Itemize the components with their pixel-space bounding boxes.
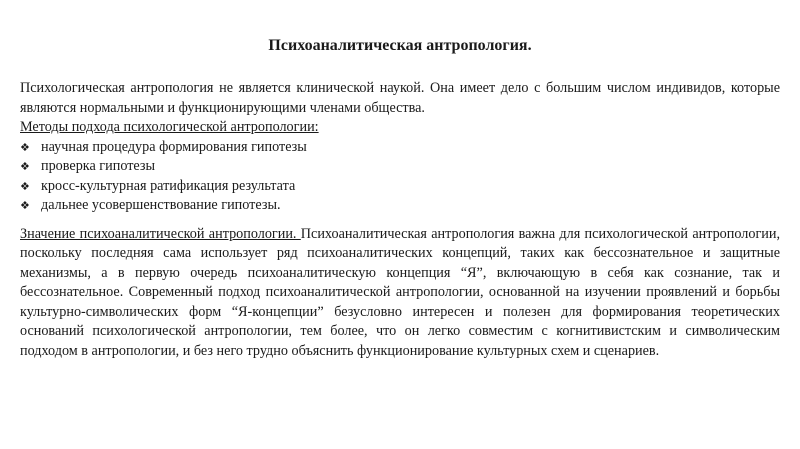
diamond-bullet-icon: ❖	[20, 199, 30, 212]
diamond-bullet-icon: ❖	[20, 179, 30, 193]
significance-heading: Значение психоаналитической антропологии.	[20, 225, 301, 242]
list-item	[20, 177, 780, 197]
methods-heading: Методы подхода психологической антропологии:	[20, 119, 319, 135]
list-item	[20, 196, 780, 216]
significance-paragraph	[20, 225, 780, 362]
slide-title: Психоаналитическая антропология.	[268, 37, 532, 54]
significance-text: Психоаналитическая антропология важна для психологической антропологии, поскольку последняя сама использует ряд психоаналитических концепций, таких как бессознательное и защитные механизмы, а в первую очередь психоаналитическую концепция “Я”, включающую в себя как сознание, так и бессознательное. Современный подход психоаналитической антропологии, основанной на изучении проявлений и борьбы культурно-символических форм “Я-концепции” безусловно интересен и полезен для формирования теоретических оснований психологической антропологии, тем более, что он легко совместим с когнитивистским и символическим подходом в антропологии, и без него трудно объяснить функционирование культурных схем и сценариев.	[20, 225, 781, 359]
intro-paragraph: Психологическая антропология не является клинической наукой. Она имеет дело с большим числом индивидов, которые являются нормальными и функционирующими членами общества.	[20, 80, 780, 116]
list-item	[20, 157, 780, 177]
list-item-text: проверка гипотезы	[41, 158, 156, 174]
list-item-text: научная процедура формирования гипотезы	[41, 138, 307, 155]
methods-list	[20, 138, 780, 216]
diamond-bullet-icon: ❖	[20, 140, 30, 154]
diamond-bullet-icon: ❖	[20, 160, 30, 173]
list-item	[20, 138, 780, 158]
list-item-text: дальнее усовершенствование гипотезы.	[41, 197, 281, 213]
list-item-text: кросс-культурная ратификация результата	[41, 177, 296, 194]
spacer	[20, 216, 780, 225]
slide-body	[20, 79, 780, 361]
